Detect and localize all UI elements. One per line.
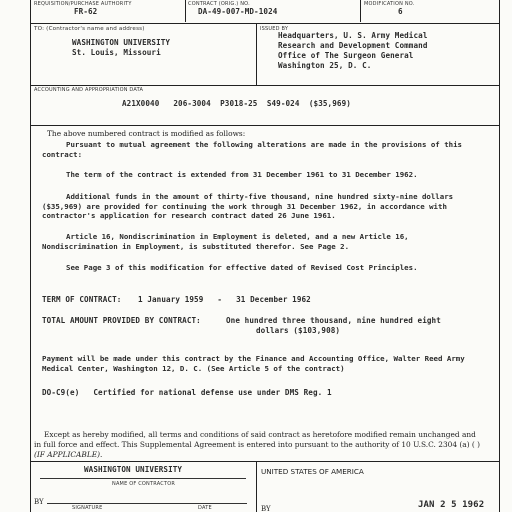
accounting-value: A21X0040 206-3004 P3018-25 S49-024 ($35,969) [122, 99, 351, 108]
accounting-label: ACCOUNTING AND APPROPRIATION DATA [34, 87, 144, 93]
contractor-name-line [40, 478, 246, 479]
contract-number-label: CONTRACT (ORIG.) NO. [188, 1, 250, 7]
government-signature-date: JAN 2 5 1962 [418, 500, 485, 510]
header-divider-1 [185, 0, 186, 22]
signature-divider [256, 461, 257, 512]
payment-paragraph: Payment will be made under this contract by the Finance and Accounting Office, Walter Reed Army Medical Center, Washington 12, D. C. (See Article 5 of the contract) [42, 354, 465, 373]
paragraph-agreement: Pursuant to mutual agreement the following alterations are made in the provisions of this contract: [42, 140, 463, 159]
modification-value: 6 [398, 7, 403, 16]
paragraph-term-extension: The term of the contract is extended from 31 December 1961 to 31 December 1962. [66, 170, 418, 179]
total-label: TOTAL AMOUNT PROVIDED BY CONTRACT: [42, 316, 201, 325]
date-label: DATE [198, 505, 212, 511]
rule-accounting-top [30, 85, 500, 86]
certified-line: DO-C9(e) Certified for national defense use under DMS Reg. 1 [42, 388, 332, 397]
term-label: TERM OF CONTRACT: [42, 295, 122, 304]
paragraph-article-16: Article 16, Nondiscrimination in Employment is deleted, and a new Article 16, Nondiscrimination in Employment, is substituted therefor. See Page 2. [42, 232, 409, 251]
contractor-name: WASHINGTON UNIVERSITY [72, 38, 171, 47]
to-label: TO: (Contractor's name and address) [34, 26, 145, 32]
rule-header [30, 23, 500, 24]
if-applicable-note: (IF APPLICABLE). [34, 450, 103, 459]
header-divider-2 [360, 0, 361, 22]
government-by-label: BY [261, 505, 271, 512]
rule-signature-top [30, 461, 500, 462]
issued-by-line-3: Office of The Surgeon General [278, 51, 414, 60]
contractor-signature-line [47, 503, 247, 504]
total-value-line-2: dollars ($103,908) [256, 326, 341, 335]
contract-number-value: DA-49-007-MD-1024 [198, 7, 278, 16]
requisition-value: FR-62 [74, 7, 98, 16]
modification-label: MODIFICATION NO. [364, 1, 415, 7]
modified-intro: The above numbered contract is modified as follows: [47, 129, 246, 138]
except-paragraph: Except as hereby modified, all terms and conditions of said contract as heretofore modified remain unchanged and in full force and effect. This Supplemental Agreement is entered into pursuant to the authority of 10 U.S.C. 2304 (a) ( ) [34, 430, 481, 449]
government-name: UNITED STATES OF AMERICA [261, 467, 364, 476]
term-value: 1 January 1959 - 31 December 1962 [138, 295, 311, 304]
total-value-line-1: One hundred three thousand, nine hundred eight [226, 316, 441, 325]
issued-by-line-1: Headquarters, U. S. Army Medical [278, 31, 428, 40]
paragraph-page-3: See Page 3 of this modification for effective dated of Revised Cost Principles. [66, 263, 418, 272]
contractor-signature-name: WASHINGTON UNIVERSITY [84, 465, 183, 474]
to-issued-divider [256, 23, 257, 85]
issued-by-label: ISSUED BY [260, 26, 289, 32]
requisition-label: REQUISITION/PURCHASE AUTHORITY [34, 1, 132, 7]
issued-by-line-2: Research and Development Command [278, 41, 428, 50]
contractor-city: St. Louis, Missouri [72, 48, 161, 57]
signature-label: SIGNATURE [72, 505, 103, 511]
paragraph-additional-funds: Additional funds in the amount of thirty-five thousand, nine hundred sixty-nine dollars ($35,969) are provided for continuing the work through 31 December 1962, in accordance with contractor's application for research contract dated 26 June 1961. [42, 192, 454, 221]
rule-accounting-bottom [30, 125, 500, 126]
contractor-by-label: BY [34, 498, 44, 506]
issued-by-line-4: Washington 25, D. C. [278, 61, 372, 70]
name-of-contractor-label: NAME OF CONTRACTOR [112, 481, 176, 487]
